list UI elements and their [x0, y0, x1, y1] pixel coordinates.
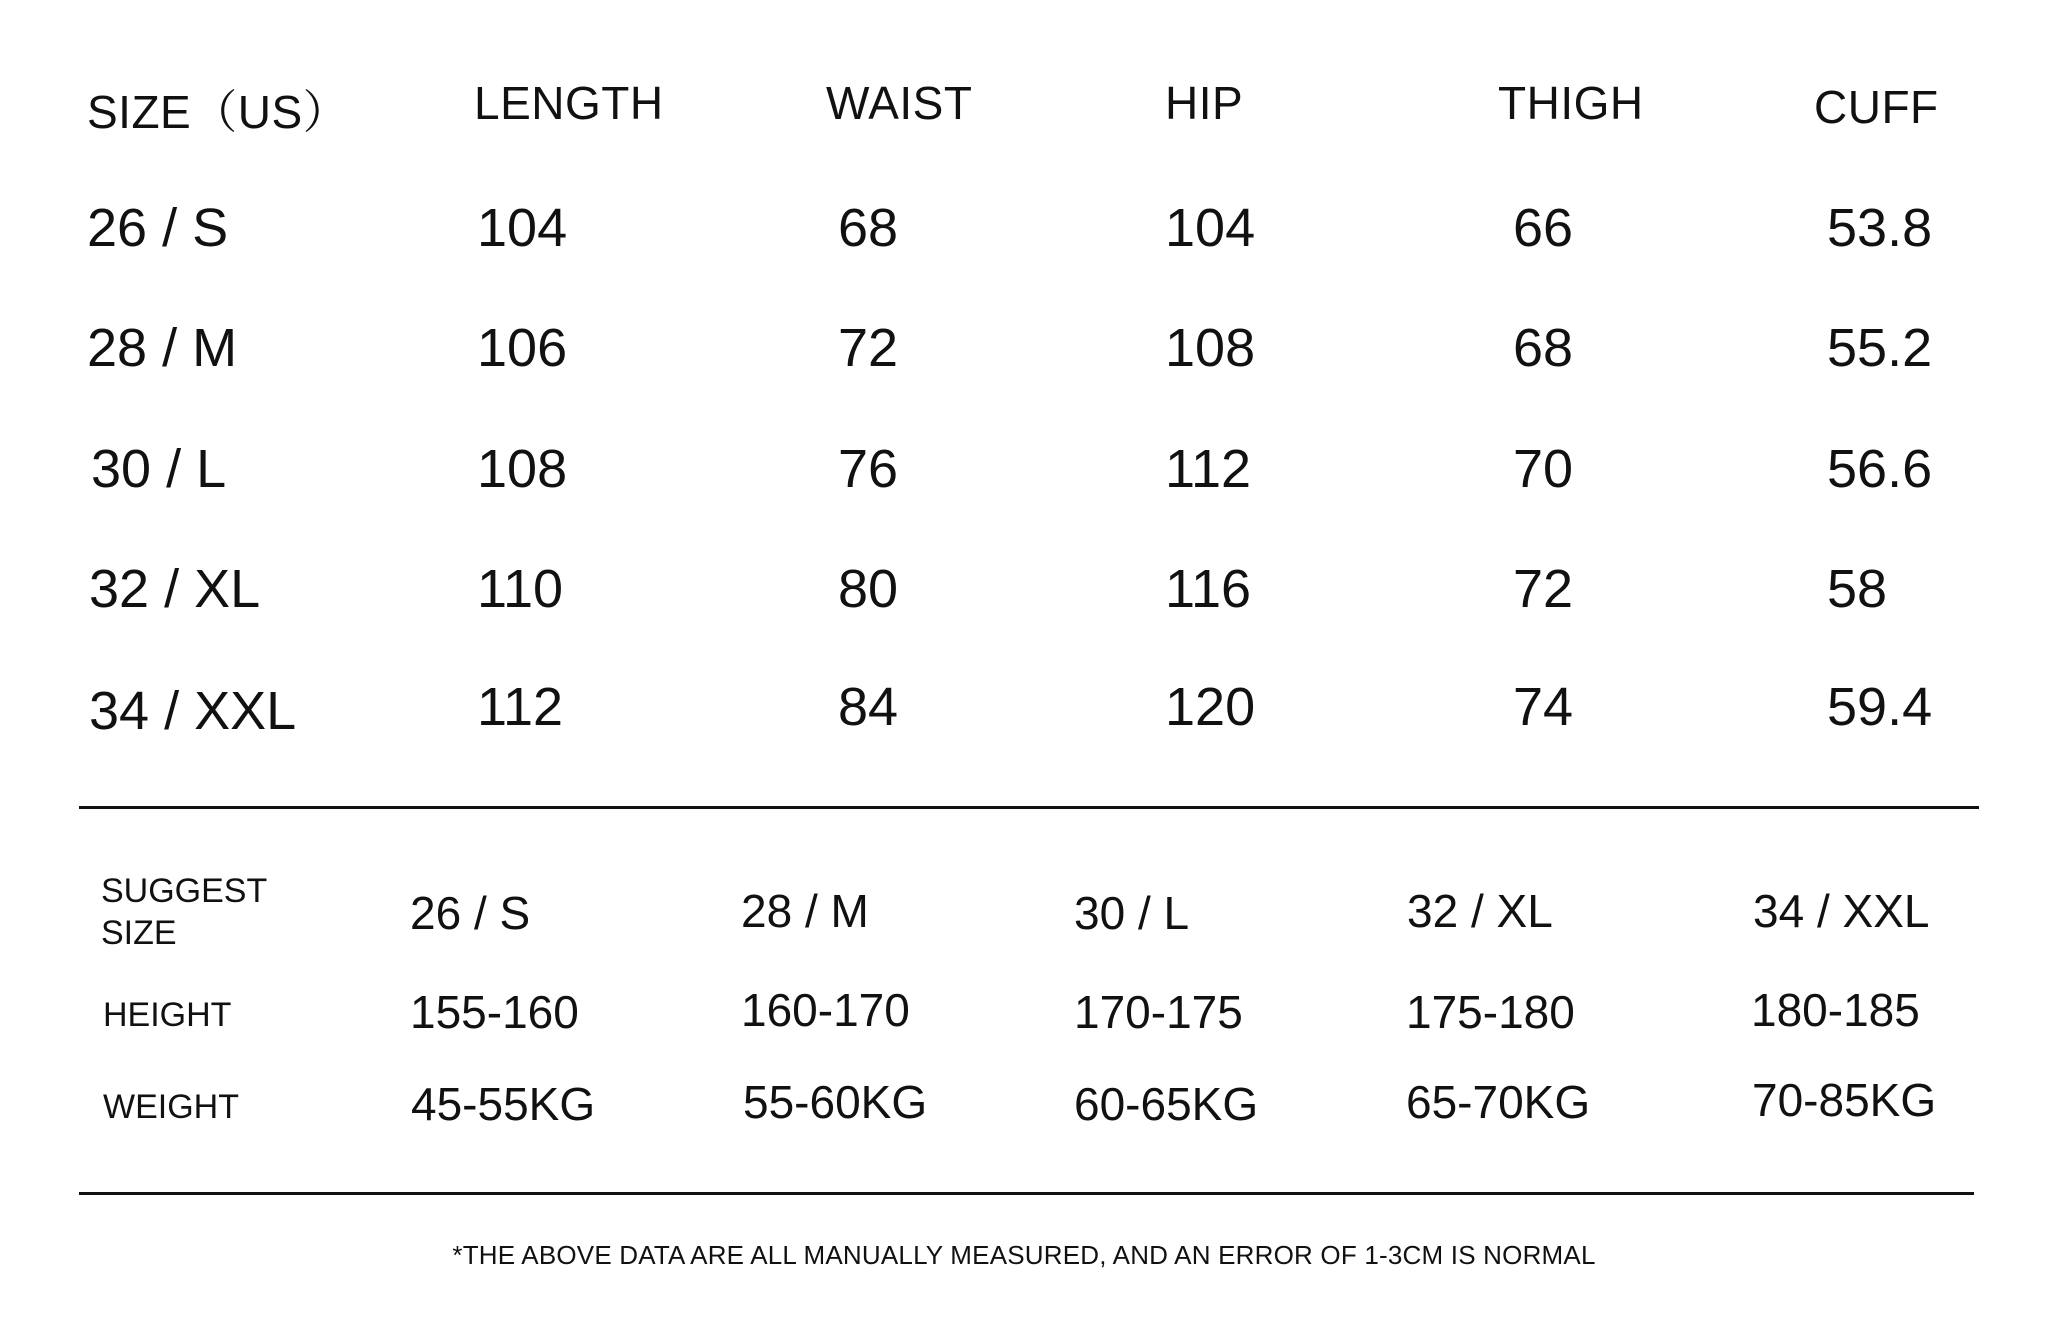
suggest-size-cell: 32 / XL: [1407, 885, 1553, 937]
waist-cell: 80: [838, 559, 899, 619]
suggest-size-label: [101, 870, 321, 954]
suggest-size-cell: 28 / M: [741, 885, 869, 937]
length-cell: 110: [477, 559, 564, 619]
height-cell: 170-175: [1074, 986, 1243, 1038]
weight-cell: 55-60KG: [743, 1076, 928, 1128]
waist-cell: 72: [838, 318, 899, 378]
header-size-us: SIZE（US）: [87, 86, 350, 138]
hip-cell: 104: [1165, 198, 1256, 258]
table-row: [0, 438, 2048, 508]
height-cell: 180-185: [1751, 984, 1920, 1036]
table-divider-top: [79, 806, 1979, 809]
length-cell: 106: [477, 318, 568, 378]
waist-cell: 84: [838, 677, 899, 737]
thigh-cell: 70: [1513, 439, 1574, 499]
table-divider-bottom: [79, 1192, 1974, 1195]
header-thigh: THIGH: [1498, 77, 1644, 129]
header-waist: WAIST: [826, 77, 973, 129]
hip-cell: 112: [1165, 439, 1252, 499]
size-cell: 30 / L: [91, 439, 227, 499]
cuff-cell: 55.2: [1827, 318, 1933, 378]
weight-cell: 65-70KG: [1406, 1076, 1591, 1128]
cuff-cell: 56.6: [1827, 439, 1933, 499]
length-cell: 112: [477, 677, 564, 737]
thigh-cell: 68: [1513, 318, 1574, 378]
cuff-cell: 59.4: [1827, 677, 1933, 737]
size-cell: 34 / XXL: [89, 681, 297, 741]
measurement-footnote: *THE ABOVE DATA ARE ALL MANUALLY MEASURED, AND AN ERROR OF 1-3CM IS NORMAL: [452, 1240, 1596, 1270]
weight-cell: 60-65KG: [1074, 1078, 1259, 1130]
size-cell: 26 / S: [87, 198, 229, 258]
length-cell: 104: [477, 198, 568, 258]
weight-cell: 45-55KG: [411, 1078, 596, 1130]
thigh-cell: 74: [1513, 677, 1574, 737]
table-row: [0, 558, 2048, 628]
suggest-size-cell: 30 / L: [1074, 887, 1190, 939]
header-hip: HIP: [1165, 77, 1244, 129]
suggest-size-cell: 26 / S: [410, 887, 531, 939]
height-label: HEIGHT: [103, 996, 232, 1034]
height-cell: 175-180: [1406, 986, 1575, 1038]
header-cuff: CUFF: [1814, 81, 1939, 133]
weight-label: WEIGHT: [103, 1088, 239, 1126]
header-length: LENGTH: [474, 77, 664, 129]
cuff-cell: 53.8: [1827, 198, 1933, 258]
table-row: [0, 317, 2048, 387]
height-cell: 160-170: [741, 984, 910, 1036]
waist-cell: 68: [838, 198, 899, 258]
length-cell: 108: [477, 439, 568, 499]
table-row: [0, 676, 2048, 746]
cuff-cell: 58: [1827, 559, 1888, 619]
table-row: [0, 197, 2048, 267]
thigh-cell: 66: [1513, 198, 1574, 258]
height-cell: 155-160: [410, 986, 579, 1038]
size-cell: 32 / XL: [89, 559, 261, 619]
suggest-size-cell: 34 / XXL: [1753, 885, 1930, 937]
suggest-label-line1: SUGGEST: [101, 872, 268, 910]
hip-cell: 116: [1165, 559, 1252, 619]
size-cell: 28 / M: [87, 318, 238, 378]
suggest-label-line2: SIZE: [101, 914, 177, 952]
hip-cell: 108: [1165, 318, 1256, 378]
hip-cell: 120: [1165, 677, 1256, 737]
measurement-header-row: [0, 76, 2048, 146]
weight-cell: 70-85KG: [1752, 1074, 1937, 1126]
thigh-cell: 72: [1513, 559, 1574, 619]
waist-cell: 76: [838, 439, 899, 499]
